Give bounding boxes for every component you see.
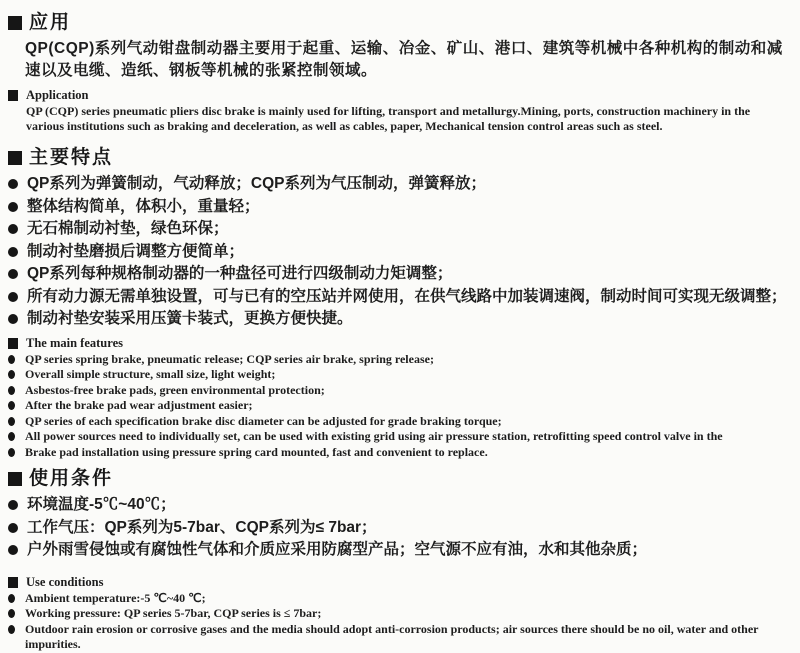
dot-bullet-icon <box>8 401 15 410</box>
list-item <box>8 398 790 414</box>
list-item-text: After the brake pad wear adjustment easier; <box>25 398 253 412</box>
list-item <box>8 414 790 430</box>
conditions-title-cn <box>8 467 790 490</box>
list-item <box>8 429 790 445</box>
list-item-text: QP series of each specification brake disc diameter can be adjusted for grade braking torque; <box>25 413 502 428</box>
dot-bullet-icon <box>8 224 18 234</box>
square-bullet-icon <box>8 151 22 165</box>
square-bullet-icon <box>8 90 18 101</box>
dot-bullet-icon <box>8 545 18 555</box>
dot-bullet-icon <box>8 202 18 212</box>
conditions-list-cn <box>8 494 790 561</box>
list-item <box>8 539 790 561</box>
dot-bullet-icon <box>8 417 15 426</box>
list-item <box>8 196 790 218</box>
list-item <box>8 494 790 516</box>
list-item <box>8 173 790 195</box>
list-item-text: 户外雨雪侵蚀或有腐蚀性气体和介质应采用防腐型产品；空气源不应有油，水和其他杂质； <box>27 541 648 558</box>
application-paragraph-cn: QP(CQP)系列气动钳盘制动器主要用于起重、运输、冶金、矿山、港口、建筑等机械中各种机构的制动和减速以及电缆、造纸、钢板等机械的张紧控制领域。 <box>25 40 783 79</box>
list-item-text: Overall simple structure, small size, light weight; <box>25 367 276 381</box>
list-item-text: 所有动力源无需单独设置，可与已有的空压站并网使用，在供气线路中加装调速阀，制动时间可实现无级调整； <box>27 287 787 305</box>
square-bullet-icon <box>8 338 18 349</box>
dot-bullet-icon <box>8 594 15 603</box>
conditions-list-en <box>8 591 790 653</box>
conditions-title-en <box>8 575 790 590</box>
features-list-en <box>8 352 790 461</box>
section-use-conditions <box>8 467 790 653</box>
dot-bullet-icon <box>8 432 15 441</box>
application-title-cn <box>8 11 790 34</box>
application-paragraph-en: QP (CQP) series pneumatic pliers disc brake is mainly used for lifting, transport and metallurgy.Mining, ports, construction machinery in the various institutions such as braking and deceleration, as well as cables, paper, Mechanical tension control areas such as steel. <box>26 104 751 133</box>
dot-bullet-icon <box>8 625 15 634</box>
dot-bullet-icon <box>8 179 18 189</box>
list-item-text: QP系列为弹簧制动，气动释放；CQP系列为气压制动，弹簧释放； <box>27 175 486 192</box>
list-item <box>8 352 790 368</box>
dot-bullet-icon <box>8 269 18 279</box>
list-item <box>8 383 790 399</box>
features-title-cn-text: 主要特点 <box>29 147 114 168</box>
list-item <box>8 308 790 330</box>
dot-bullet-icon <box>8 523 18 533</box>
list-item <box>8 286 790 308</box>
list-item <box>8 367 790 383</box>
dot-bullet-icon <box>8 370 15 379</box>
section-application <box>8 11 790 133</box>
list-item <box>8 606 790 622</box>
dot-bullet-icon <box>8 314 18 324</box>
list-item <box>8 517 790 539</box>
list-item-text: QP系列每种规格制动器的一种盘径可进行四级制动力矩调整； <box>27 265 453 282</box>
list-item-text: 无石棉制动衬垫，绿色环保； <box>27 220 229 237</box>
conditions-title-cn-text: 使用条件 <box>29 468 114 489</box>
list-item-text: 制动衬垫安装采用压簧卡装式，更换方便快捷。 <box>27 310 353 327</box>
square-bullet-icon <box>8 577 18 588</box>
features-title-en <box>8 336 790 351</box>
list-item <box>8 622 790 653</box>
list-item <box>8 263 790 285</box>
list-item-text: Brake pad installation using pressure spring card mounted, fast and convenient to replace. <box>25 444 488 459</box>
list-item-text: Asbestos-free brake pads, green environmental protection; <box>25 382 325 397</box>
dot-bullet-icon <box>8 247 18 257</box>
application-title-en-text: Application <box>26 88 89 102</box>
list-item-text: QP series spring brake, pneumatic release; CQP series air brake, spring release; <box>25 351 434 366</box>
dot-bullet-icon <box>8 355 15 364</box>
features-title-en-text: The main features <box>26 335 123 350</box>
list-item <box>8 445 790 461</box>
dot-bullet-icon <box>8 292 18 302</box>
list-item-text: All power sources need to individually set, can be used with existing grid using air pressure station, retrofitting speed control valve in the <box>25 429 723 443</box>
list-item-text: 整体结构简单，体积小，重量轻； <box>27 197 260 215</box>
application-title-cn-text: 应用 <box>29 12 72 33</box>
list-item-text: 制动衬垫磨损后调整方便简单； <box>27 242 245 260</box>
list-item <box>8 591 790 607</box>
dot-bullet-icon <box>8 448 15 457</box>
features-title-cn <box>8 146 790 169</box>
list-item-text: 工作气压：QP系列为5-7bar、CQP系列为≤ 7bar； <box>27 518 377 536</box>
list-item <box>8 241 790 263</box>
list-item-text: Ambient temperature:-5 ℃~40 ℃; <box>25 590 206 605</box>
square-bullet-icon <box>8 472 22 486</box>
dot-bullet-icon <box>8 609 15 618</box>
conditions-title-en-text: Use conditions <box>26 574 104 589</box>
section-main-features <box>8 146 790 460</box>
dot-bullet-icon <box>8 386 15 395</box>
square-bullet-icon <box>8 16 22 30</box>
list-item-text: 环境温度-5℃~40℃； <box>27 496 176 513</box>
application-title-en <box>8 88 790 103</box>
features-list-cn <box>8 173 790 330</box>
list-item-text: Working pressure: QP series 5-7bar, CQP series is ≤ 7bar; <box>25 606 322 620</box>
list-item-text: Outdoor rain erosion or corrosive gases and the media should adopt anti-corrosion products; air sources there should be no oil, water and other impurities. <box>25 621 759 651</box>
list-item <box>8 218 790 240</box>
dot-bullet-icon <box>8 500 18 510</box>
